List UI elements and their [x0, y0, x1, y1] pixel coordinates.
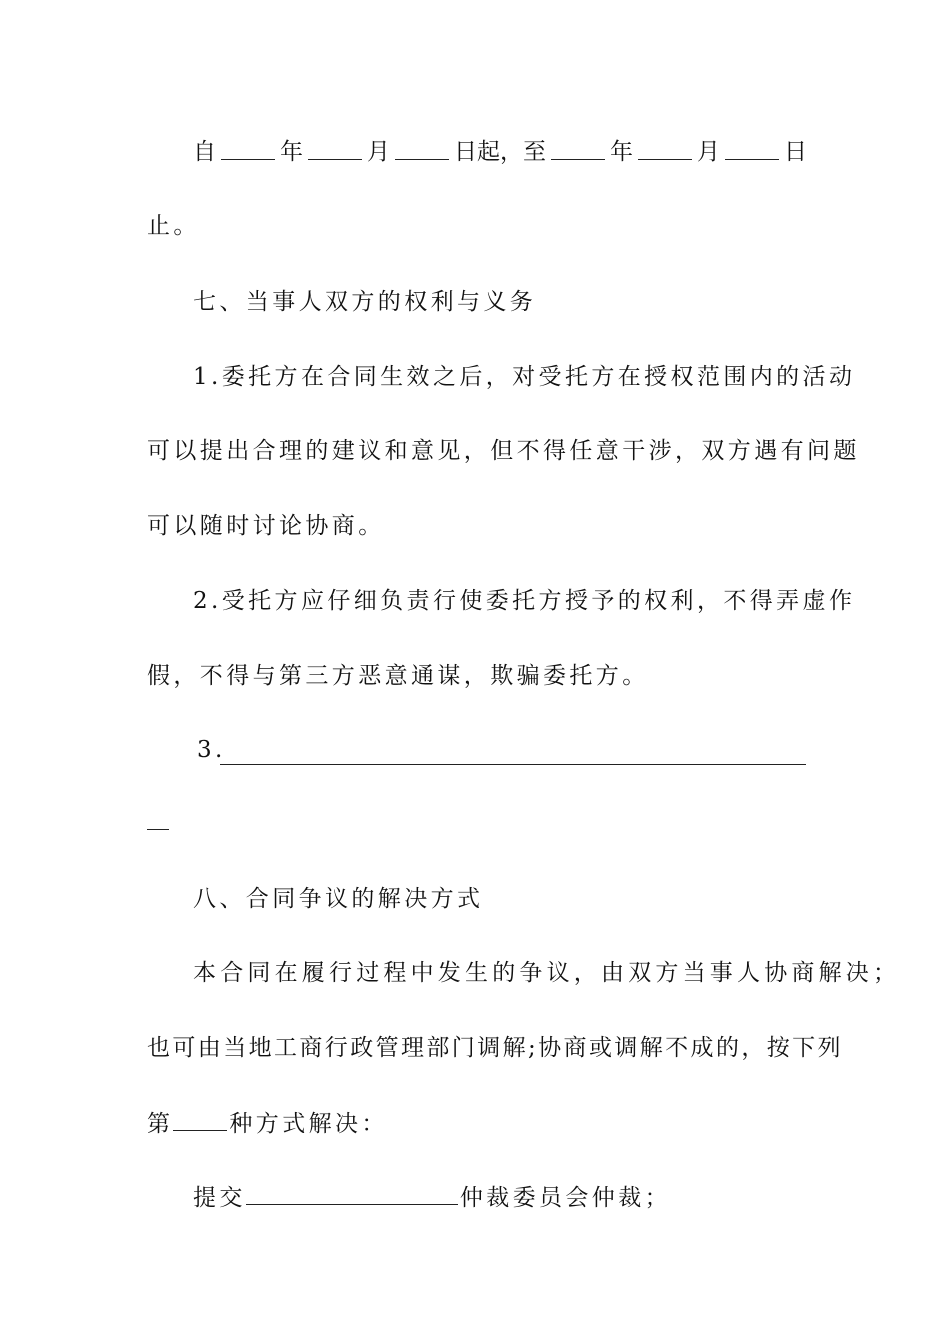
- blank-end-day[interactable]: [725, 137, 779, 160]
- item-3-blank[interactable]: [220, 764, 806, 765]
- blank-end-year[interactable]: [551, 137, 605, 160]
- dispute-para-line-1: 本合同在履行过程中发生的争议，由双方当事人协商解决；: [193, 960, 901, 986]
- method-prefix: 第: [147, 1111, 174, 1137]
- item-2-line-1: 2.受托方应仔细负责行使委托方授予的权利，不得弄虚作: [193, 588, 856, 614]
- item-1-line-3: 可以随时讨论协商。: [147, 513, 385, 539]
- item-3-blank-continued[interactable]: [147, 829, 169, 830]
- blank-start-month[interactable]: [308, 137, 362, 160]
- section-8-title: 八、合同争议的解决方式: [193, 886, 484, 912]
- arbitration-prefix: 提交: [193, 1185, 246, 1211]
- item-3-label: 3.: [197, 737, 226, 763]
- date-from-label: 自: [193, 139, 216, 165]
- blank-arbitration-commission[interactable]: [246, 1182, 458, 1205]
- month-label: 月: [367, 139, 390, 165]
- arbitration-suffix: 仲裁委员会仲裁；: [459, 1185, 672, 1211]
- year-label-2: 年: [610, 139, 633, 165]
- blank-method-number[interactable]: [173, 1108, 227, 1131]
- item-1-line-1: 1.委托方在合同生效之后，对受托方在授权范围内的活动: [193, 364, 856, 390]
- item-1-line-2: 可以提出合理的建议和意见，但不得任意干涉，双方遇有问题: [147, 438, 860, 464]
- item-2-line-2: 假，不得与第三方恶意通谋，欺骗委托方。: [147, 663, 649, 689]
- blank-start-day[interactable]: [395, 137, 449, 160]
- date-range-end-text: 止。: [147, 213, 200, 239]
- dispute-para-line-3: [147, 1108, 807, 1139]
- month-label-2: 月: [697, 139, 720, 165]
- method-suffix: 种方式解决：: [229, 1111, 388, 1137]
- date-range-line: [193, 137, 807, 167]
- year-label: 年: [280, 139, 303, 165]
- blank-start-year[interactable]: [221, 137, 275, 160]
- arbitration-line: [193, 1182, 807, 1213]
- dispute-para-line-2: 也可由当地工商行政管理部门调解;协商或调解不成的，按下列: [147, 1035, 843, 1061]
- day-to-label: 日起，至: [454, 139, 546, 165]
- day-label-2: 日: [784, 139, 807, 165]
- blank-end-month[interactable]: [638, 137, 692, 160]
- section-7-title: 七、当事人双方的权利与义务: [193, 289, 537, 315]
